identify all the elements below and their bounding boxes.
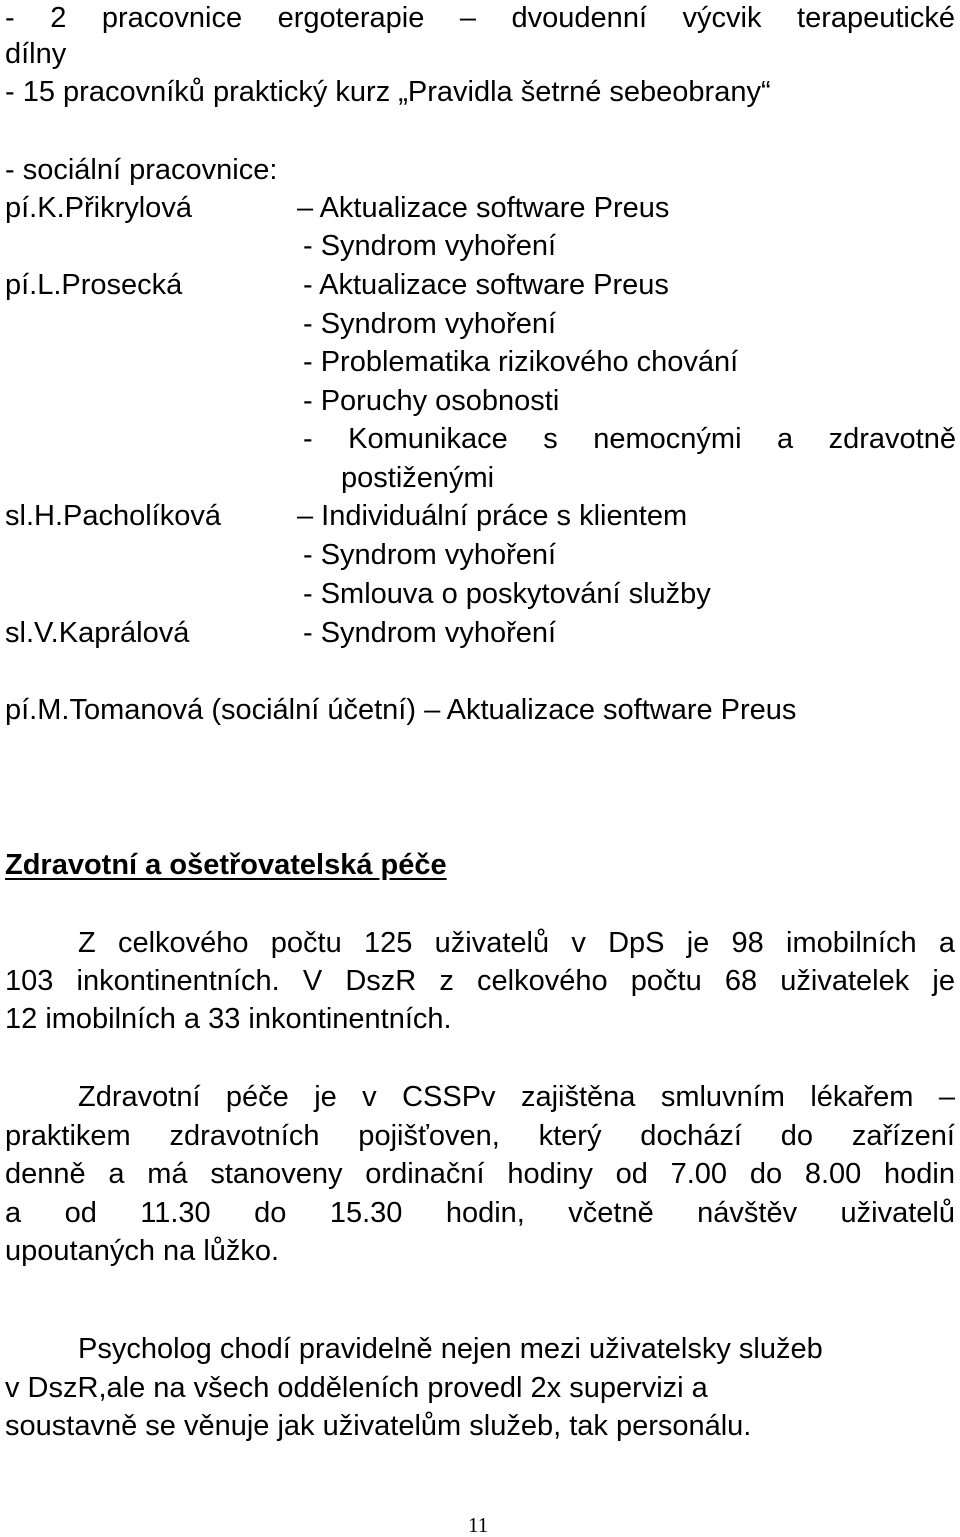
worker-course-cont: postiženými bbox=[341, 462, 495, 494]
section-heading-health-care: Zdravotní a ošetřovatelská péče bbox=[5, 849, 447, 881]
paragraph-line: v DszR,ale na všech odděleních provedl 2x supervizi a bbox=[5, 1372, 708, 1404]
paragraph-line: 12 imobilních a 33 inkontinentních. bbox=[5, 1003, 452, 1035]
worker-course: - Syndrom vyhoření bbox=[303, 230, 557, 262]
training-line-ergotherapy: - 2 pracovnice ergoterapie – dvoudenní výcvik terapeutické bbox=[5, 2, 955, 34]
paragraph-line: praktikem zdravotních pojišťoven, který dochází do zařízení bbox=[5, 1120, 955, 1152]
worker-course: – Individuální práce s klientem bbox=[297, 500, 688, 532]
worker-course: - Syndrom vyhoření bbox=[303, 308, 557, 340]
worker-course: – Aktualizace software Preus bbox=[297, 192, 670, 224]
worker-course: - Syndrom vyhoření bbox=[303, 539, 557, 571]
paragraph-line: soustavně se věnuje jak uživatelům služeb, tak personálu. bbox=[5, 1410, 752, 1442]
social-workers-intro: - sociální pracovnice: bbox=[5, 154, 278, 186]
worker-name-pacholikova: sl.H.Pacholíková bbox=[5, 500, 221, 532]
training-line-selfdefense: - 15 pracovníků praktický kurz „Pravidla šetrné sebeobrany“ bbox=[5, 76, 771, 108]
paragraph-line: a od 11.30 do 15.30 hodin, včetně návštěv uživatelů bbox=[5, 1197, 955, 1229]
worker-tomanova-line: pí.M.Tomanová (sociální účetní) – Aktualizace software Preus bbox=[5, 694, 797, 726]
worker-name-kapralova: sl.V.Kaprálová bbox=[5, 617, 190, 649]
paragraph-line: 103 inkontinentních. V DszR z celkového počtu 68 uživatelek je bbox=[5, 965, 955, 997]
paragraph-line: Psycholog chodí pravidelně nejen mezi uživatelsky služeb bbox=[78, 1333, 823, 1365]
training-line-ergotherapy-cont: dílny bbox=[5, 38, 67, 70]
worker-course: - Poruchy osobnosti bbox=[303, 385, 560, 417]
worker-name-prosecka: pí.L.Prosecká bbox=[5, 269, 183, 301]
paragraph-line: Z celkového počtu 125 uživatelů v DpS je 98 imobilních a bbox=[78, 927, 955, 959]
page-number: 11 bbox=[468, 1513, 489, 1537]
worker-course: - Smlouva o poskytování služby bbox=[303, 578, 711, 610]
paragraph-line: upoutaných na lůžko. bbox=[5, 1235, 280, 1267]
paragraph-line: denně a má stanoveny ordinační hodiny od 7.00 do 8.00 hodin bbox=[5, 1158, 955, 1190]
worker-course: - Aktualizace software Preus bbox=[303, 269, 669, 301]
worker-name-prikrylova: pí.K.Přikrylová bbox=[5, 192, 192, 224]
worker-course: - Komunikace s nemocnými a zdravotně bbox=[303, 423, 956, 455]
worker-course: - Syndrom vyhoření bbox=[303, 617, 557, 649]
paragraph-line: Zdravotní péče je v CSSPv zajištěna smluvním lékařem – bbox=[78, 1081, 955, 1113]
worker-course: - Problematika rizikového chování bbox=[303, 346, 739, 378]
